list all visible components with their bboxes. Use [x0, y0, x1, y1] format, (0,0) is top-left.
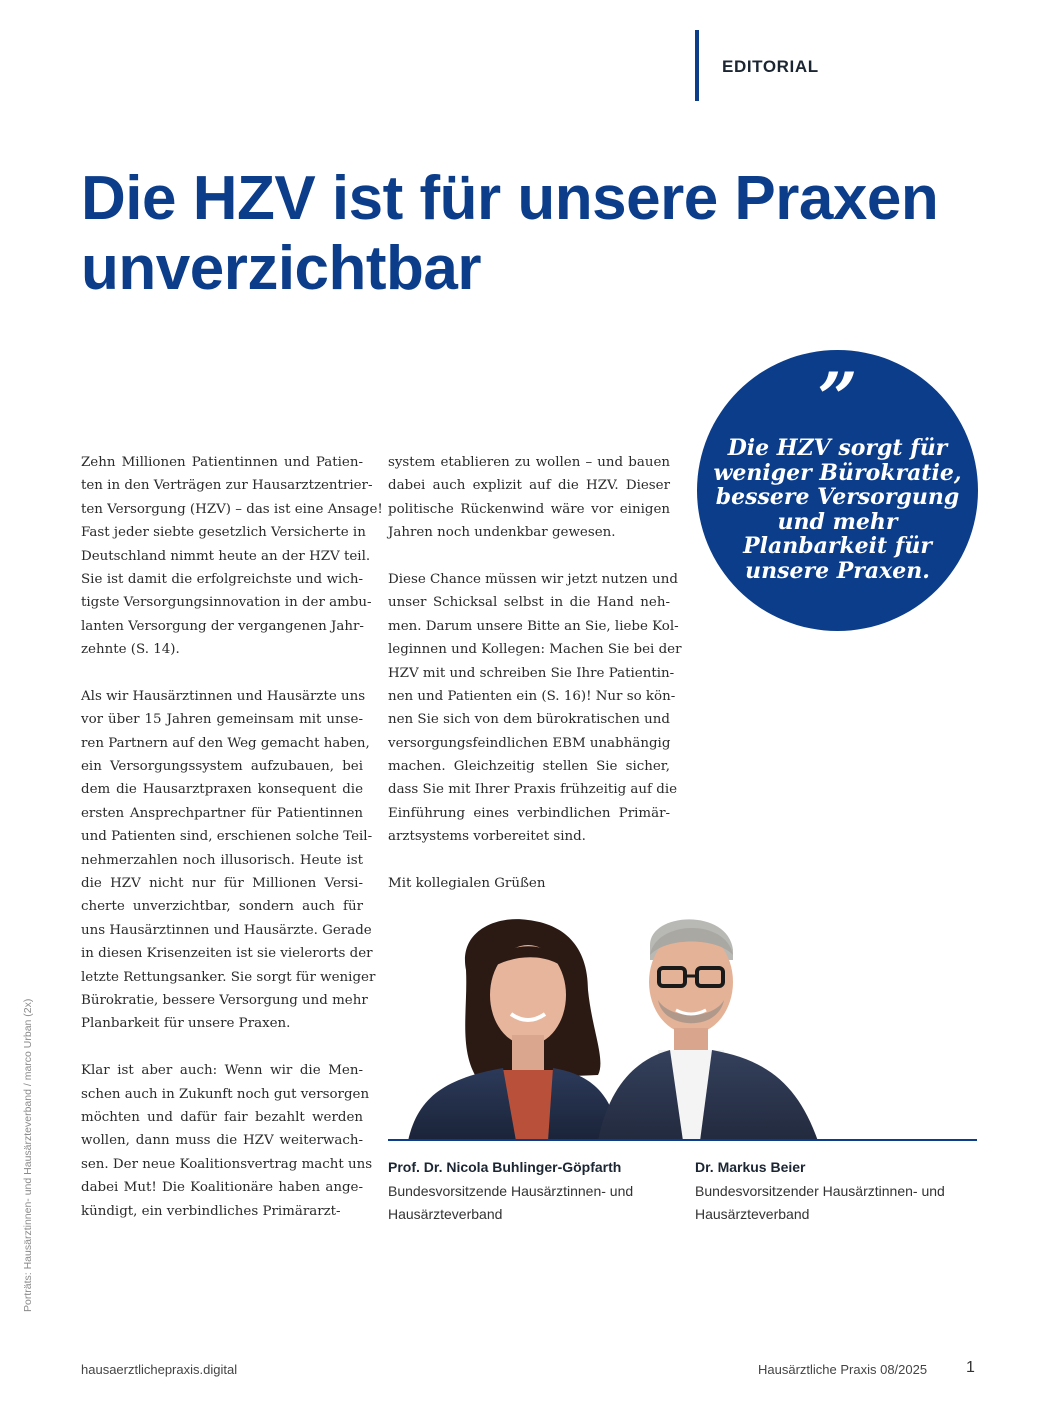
pullquote-line: und mehr [777, 508, 898, 535]
pullquote-text [703, 436, 972, 583]
body-text-line: ein Versorgungssystem aufzubauen, bei [81, 759, 363, 775]
body-text-line: und Patienten sind, erschienen solche Teil- [81, 829, 373, 845]
body-text-line: Planbarkeit für unsere Praxen. [81, 1016, 291, 1032]
pullquote-line: Planbarkeit für [743, 533, 932, 559]
body-text-line: Klar ist aber auch: Wenn wir die Men- [81, 1063, 363, 1079]
section-label: EDITORIAL [722, 57, 819, 76]
author-role-line: Bundesvorsitzender Hausärztinnen- und [695, 1182, 945, 1199]
body-text-line: dem die Hausarztpraxen konsequent die [81, 782, 363, 798]
body-text-line: Jahren noch undenkbar gewesen. [388, 525, 616, 541]
body-text-line: arztsystems vorbereitet sind. [388, 829, 586, 845]
pullquote-line: unsere Praxen. [745, 557, 930, 584]
body-text-line: cherte unverzichtbar, sondern auch für [81, 899, 363, 915]
body-text-line: sen. Der neue Koalitionsvertrag macht uns [81, 1156, 373, 1172]
body-text-line: die HZV nicht nur für Millionen Versi- [81, 876, 363, 892]
body-text-line: uns Hausärztinnen und Hausärzte. Gerade [81, 922, 372, 938]
author-name: Prof. Dr. Nicola Buhlinger-Göpfarth [388, 1159, 622, 1175]
body-text-line: dass Sie mit Ihrer Praxis frühzeitig auf die [388, 782, 678, 798]
author-role-line: Hausärzteverband [388, 1206, 503, 1222]
body-text-line: schen auch in Zukunft noch gut versorgen [81, 1086, 370, 1102]
body-text-line: HZV mit und schreiben Sie Ihre Patientin- [388, 665, 675, 681]
body-text-line: dabei auch explizit auf die HZV. Dieser [388, 478, 670, 494]
body-text-line: versorgungsfeindlichen EBM unabhängig [388, 735, 671, 751]
body-text-line: tigste Versorgungsinnovation in der ambu- [81, 595, 372, 611]
footer-issue: Hausärztliche Praxis 08/2025 [758, 1362, 928, 1377]
body-text-line: nen und Patienten ein (S. 16)! Nur so kön- [388, 688, 676, 704]
body-text-line: dabei Mut! Die Koalitionäre haben ange- [81, 1180, 363, 1196]
body-text-line: Zehn Millionen Patientinnen und Patien- [81, 455, 363, 470]
body-text-line: Deutschland nimmt heute an der HZV teil. [81, 548, 371, 564]
body-text-line: Als wir Hausärztinnen und Hausärzte uns [81, 688, 366, 704]
pullquote-line: bessere Versorgung [715, 484, 960, 510]
footer-website: hausaerztlichepraxis.digital [81, 1362, 238, 1377]
body-text-line: Bürokratie, bessere Versorgung und mehr [81, 992, 368, 1008]
author-caption-2 [695, 1156, 945, 1227]
body-text-line: wollen, dann muss die HZV weiterwach- [81, 1133, 363, 1149]
paragraph-gap [81, 662, 363, 685]
quote-mark-icon: ” [817, 357, 858, 440]
body-text-line: unser Schicksal selbst in die Hand neh- [388, 595, 670, 611]
body-text-line: Mit kollegialen Grüßen [388, 876, 546, 892]
body-text-line: system etablieren zu wollen – und bauen [388, 455, 670, 470]
author-role-line: Bundesvorsitzende Hausärztinnen- und [388, 1182, 634, 1199]
body-text-line: machen. Gleichzeitig stellen Sie sicher, [388, 759, 670, 775]
body-text-line: ren Partnern auf den Weg gemacht haben, [81, 735, 370, 751]
headline-line: Die HZV ist für unsere Praxen [81, 164, 939, 233]
body-text-line: Sie ist damit die erfolgreichste und wich- [81, 571, 363, 587]
pullquote-line: weniger Bürokratie, [713, 459, 962, 486]
headline [81, 164, 1021, 304]
body-text-line: ten Versorgung (HZV) – das ist eine Ansage! [81, 501, 383, 517]
paragraph-gap [81, 1036, 363, 1059]
body-text-line: Fast jeder siebte gesetzlich Versicherte in [81, 525, 366, 541]
body-text-line: Einführung eines verbindlichen Primär- [388, 805, 670, 821]
photo-credit: Porträts: Hausärztinnen- und Hausärzteverband / marco Urban (2x) [22, 998, 34, 1312]
author-name: Dr. Markus Beier [695, 1159, 806, 1175]
body-text-line: politische Rückenwind wäre vor einigen [388, 501, 670, 517]
body-column-2 [388, 451, 682, 895]
body-text-line: nehmerzahlen noch illusorisch. Heute ist [81, 852, 363, 868]
body-text-line: möchten und dafür fair bezahlt werden [81, 1109, 363, 1125]
body-text-line: kündigt, ein verbindliches Primärarzt- [81, 1203, 341, 1219]
headline-line: unverzichtbar [81, 234, 482, 303]
caption-rule [388, 1139, 977, 1141]
page-number: 1 [966, 1359, 975, 1376]
body-text-line: nen Sie sich von dem bürokratischen und [388, 712, 671, 728]
body-text-line: Diese Chance müssen wir jetzt nutzen und [388, 571, 678, 587]
body-text-line: lanten Versorgung der vergangenen Jahr- [81, 618, 364, 634]
paragraph-gap [388, 545, 670, 568]
body-text-line: men. Darum unsere Bitte an Sie, liebe Kol- [388, 618, 679, 634]
section-accent-bar [695, 30, 699, 101]
body-text-line: zehnte (S. 14). [81, 642, 180, 658]
body-text-line: letzte Rettungsanker. Sie sorgt für weniger [81, 969, 376, 985]
pullquote-circle [697, 350, 978, 631]
paragraph-gap [388, 849, 670, 872]
pullquote-line: Die HZV sorgt für [727, 435, 948, 461]
author-portraits-photo [388, 900, 977, 1141]
body-text-line: leginnen und Kollegen: Machen Sie bei der [388, 642, 682, 658]
body-text-line: vor über 15 Jahren gemeinsam mit unse- [81, 712, 363, 728]
author-caption-1 [388, 1156, 633, 1227]
body-text-line: ten in den Verträgen zur Hausarztzentrier- [81, 478, 373, 494]
body-column-1 [81, 451, 383, 1223]
author-role-line: Hausärzteverband [695, 1206, 810, 1222]
body-text-line: ersten Ansprechpartner für Patientinnen [81, 805, 363, 821]
body-text-line: in diesen Krisenzeiten ist sie vielerorts der [81, 946, 373, 962]
